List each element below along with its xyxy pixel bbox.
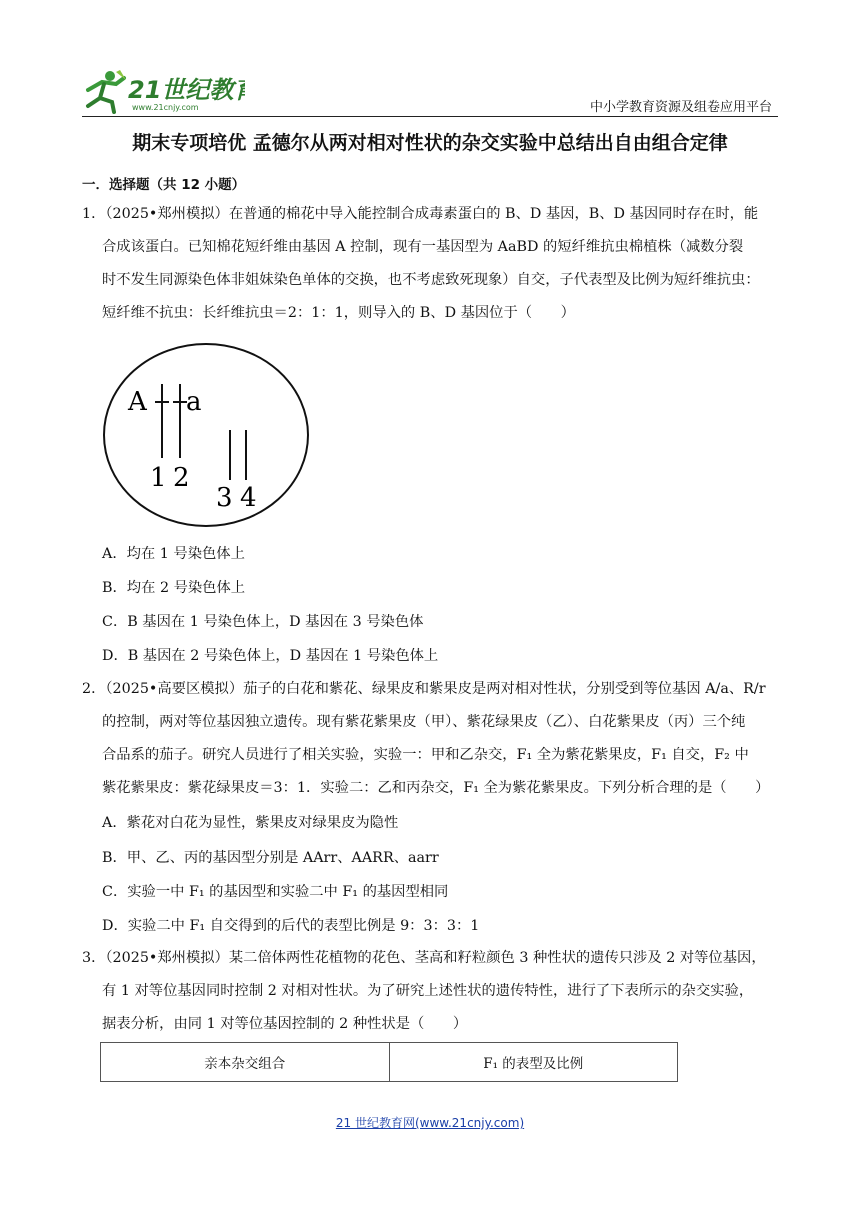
footer-link[interactable]: 21 世纪教育网(www.21cnjy.com) bbox=[335, 1116, 525, 1130]
svg-text:2: 2 bbox=[173, 463, 190, 493]
svg-text:1: 1 bbox=[150, 463, 167, 493]
svg-text:4: 4 bbox=[240, 483, 257, 513]
question-1-option-b: B．均在 2 号染色体上 bbox=[102, 580, 246, 596]
table-header-cell: F₁ 的表型及比例 bbox=[389, 1043, 678, 1082]
site-logo bbox=[80, 68, 245, 114]
question-1 bbox=[82, 198, 782, 330]
table-header-cell: 亲本杂交组合 bbox=[101, 1043, 390, 1082]
question-2-line: 合品系的茄子。研究人员进行了相关实验，实验一：甲和乙杂交，F₁ 全为紫花紫果皮，F₁ 自交，F₂ 中 bbox=[102, 747, 749, 763]
runner-icon bbox=[88, 70, 126, 112]
question-2 bbox=[82, 673, 782, 805]
question-3 bbox=[82, 942, 782, 1041]
svg-text:a: a bbox=[186, 387, 202, 417]
svg-text:A: A bbox=[128, 387, 147, 417]
question-1-option-d: D．B 基因在 2 号染色体上，D 基因在 1 号染色体上 bbox=[102, 648, 439, 664]
question-1-option-c: C．B 基因在 1 号染色体上，D 基因在 3 号染色体 bbox=[102, 614, 424, 630]
platform-name: 中小学教育资源及组卷应用平台 bbox=[589, 100, 772, 115]
section-heading: 一．选择题（共 12 小题） bbox=[82, 177, 246, 193]
question-1-line: 时不发生同源染色体非姐妹染色单体的交换，也不考虑致死现象）自交，子代表型及比例为短纤维抗虫： bbox=[102, 272, 760, 288]
question-1-line: 合成该蛋白。已知棉花短纤维由基因 A 控制，现有一基因型为 AaBD 的短纤维抗虫棉植株（减数分裂 bbox=[102, 239, 744, 255]
question-2-line: 紫花紫果皮：紫花绿果皮＝3：1．实验二：乙和丙杂交，F₁ 全为紫花紫果皮。下列分析合理的是（ ） bbox=[102, 780, 770, 796]
question-2-line: 2．（2025•高要区模拟）茄子的白花和紫花、绿果皮和紫果皮是两对相对性状，分别受到等位基因 A/a、R/r bbox=[82, 681, 766, 697]
page-title: 期末专项培优 孟德尔从两对相对性状的杂交实验中总结出自由组合定律 bbox=[132, 132, 728, 154]
question-2-option-b: B．甲、乙、丙的基因型分别是 AArr、AARR、aarr bbox=[102, 850, 439, 866]
question-2-option-c: C．实验一中 F₁ 的基因型和实验二中 F₁ 的基因型相同 bbox=[102, 884, 449, 900]
chromosome-figure bbox=[100, 340, 312, 530]
question-2-option-d: D．实验二中 F₁ 自交得到的后代的表型比例是 9：3：3：1 bbox=[102, 918, 480, 934]
question-3-line: 据表分析，由同 1 对等位基因控制的 2 种性状是（ ） bbox=[102, 1016, 468, 1032]
question-2-line: 的控制，两对等位基因独立遗传。现有紫花紫果皮（甲）、紫花绿果皮（乙）、白花紫果皮（丙）三个纯 bbox=[102, 714, 746, 730]
question-1-option-a: A．均在 1 号染色体上 bbox=[102, 546, 245, 562]
question-3-line: 有 1 对等位基因同时控制 2 对相对性状。为了研究上述性状的遗传特性，进行了下表所示的杂交实验， bbox=[102, 983, 754, 999]
header-divider bbox=[82, 116, 778, 117]
svg-text:www.21cnjy.com: www.21cnjy.com bbox=[132, 103, 199, 112]
question-2-option-a: A．紫花对白花为显性，紫果皮对绿果皮为隐性 bbox=[102, 815, 399, 831]
question-3-line: 3．（2025•郑州模拟）某二倍体两性花植物的花色、茎高和籽粒颜色 3 种性状的遗传只涉及 2 对等位基因， bbox=[82, 950, 766, 966]
question-1-line: 短纤维不抗虫：长纤维抗虫＝2：1：1，则导入的 B、D 基因位于（ ） bbox=[102, 305, 575, 321]
cross-table bbox=[100, 1042, 678, 1082]
svg-text:21世纪教育: 21世纪教育 bbox=[128, 76, 245, 104]
svg-text:3: 3 bbox=[216, 483, 233, 513]
table-header-row bbox=[101, 1043, 678, 1082]
question-1-line: 1．（2025•郑州模拟）在普通的棉花中导入能控制合成毒素蛋白的 B、D 基因，B、D 基因同时存在时，能 bbox=[82, 206, 759, 222]
